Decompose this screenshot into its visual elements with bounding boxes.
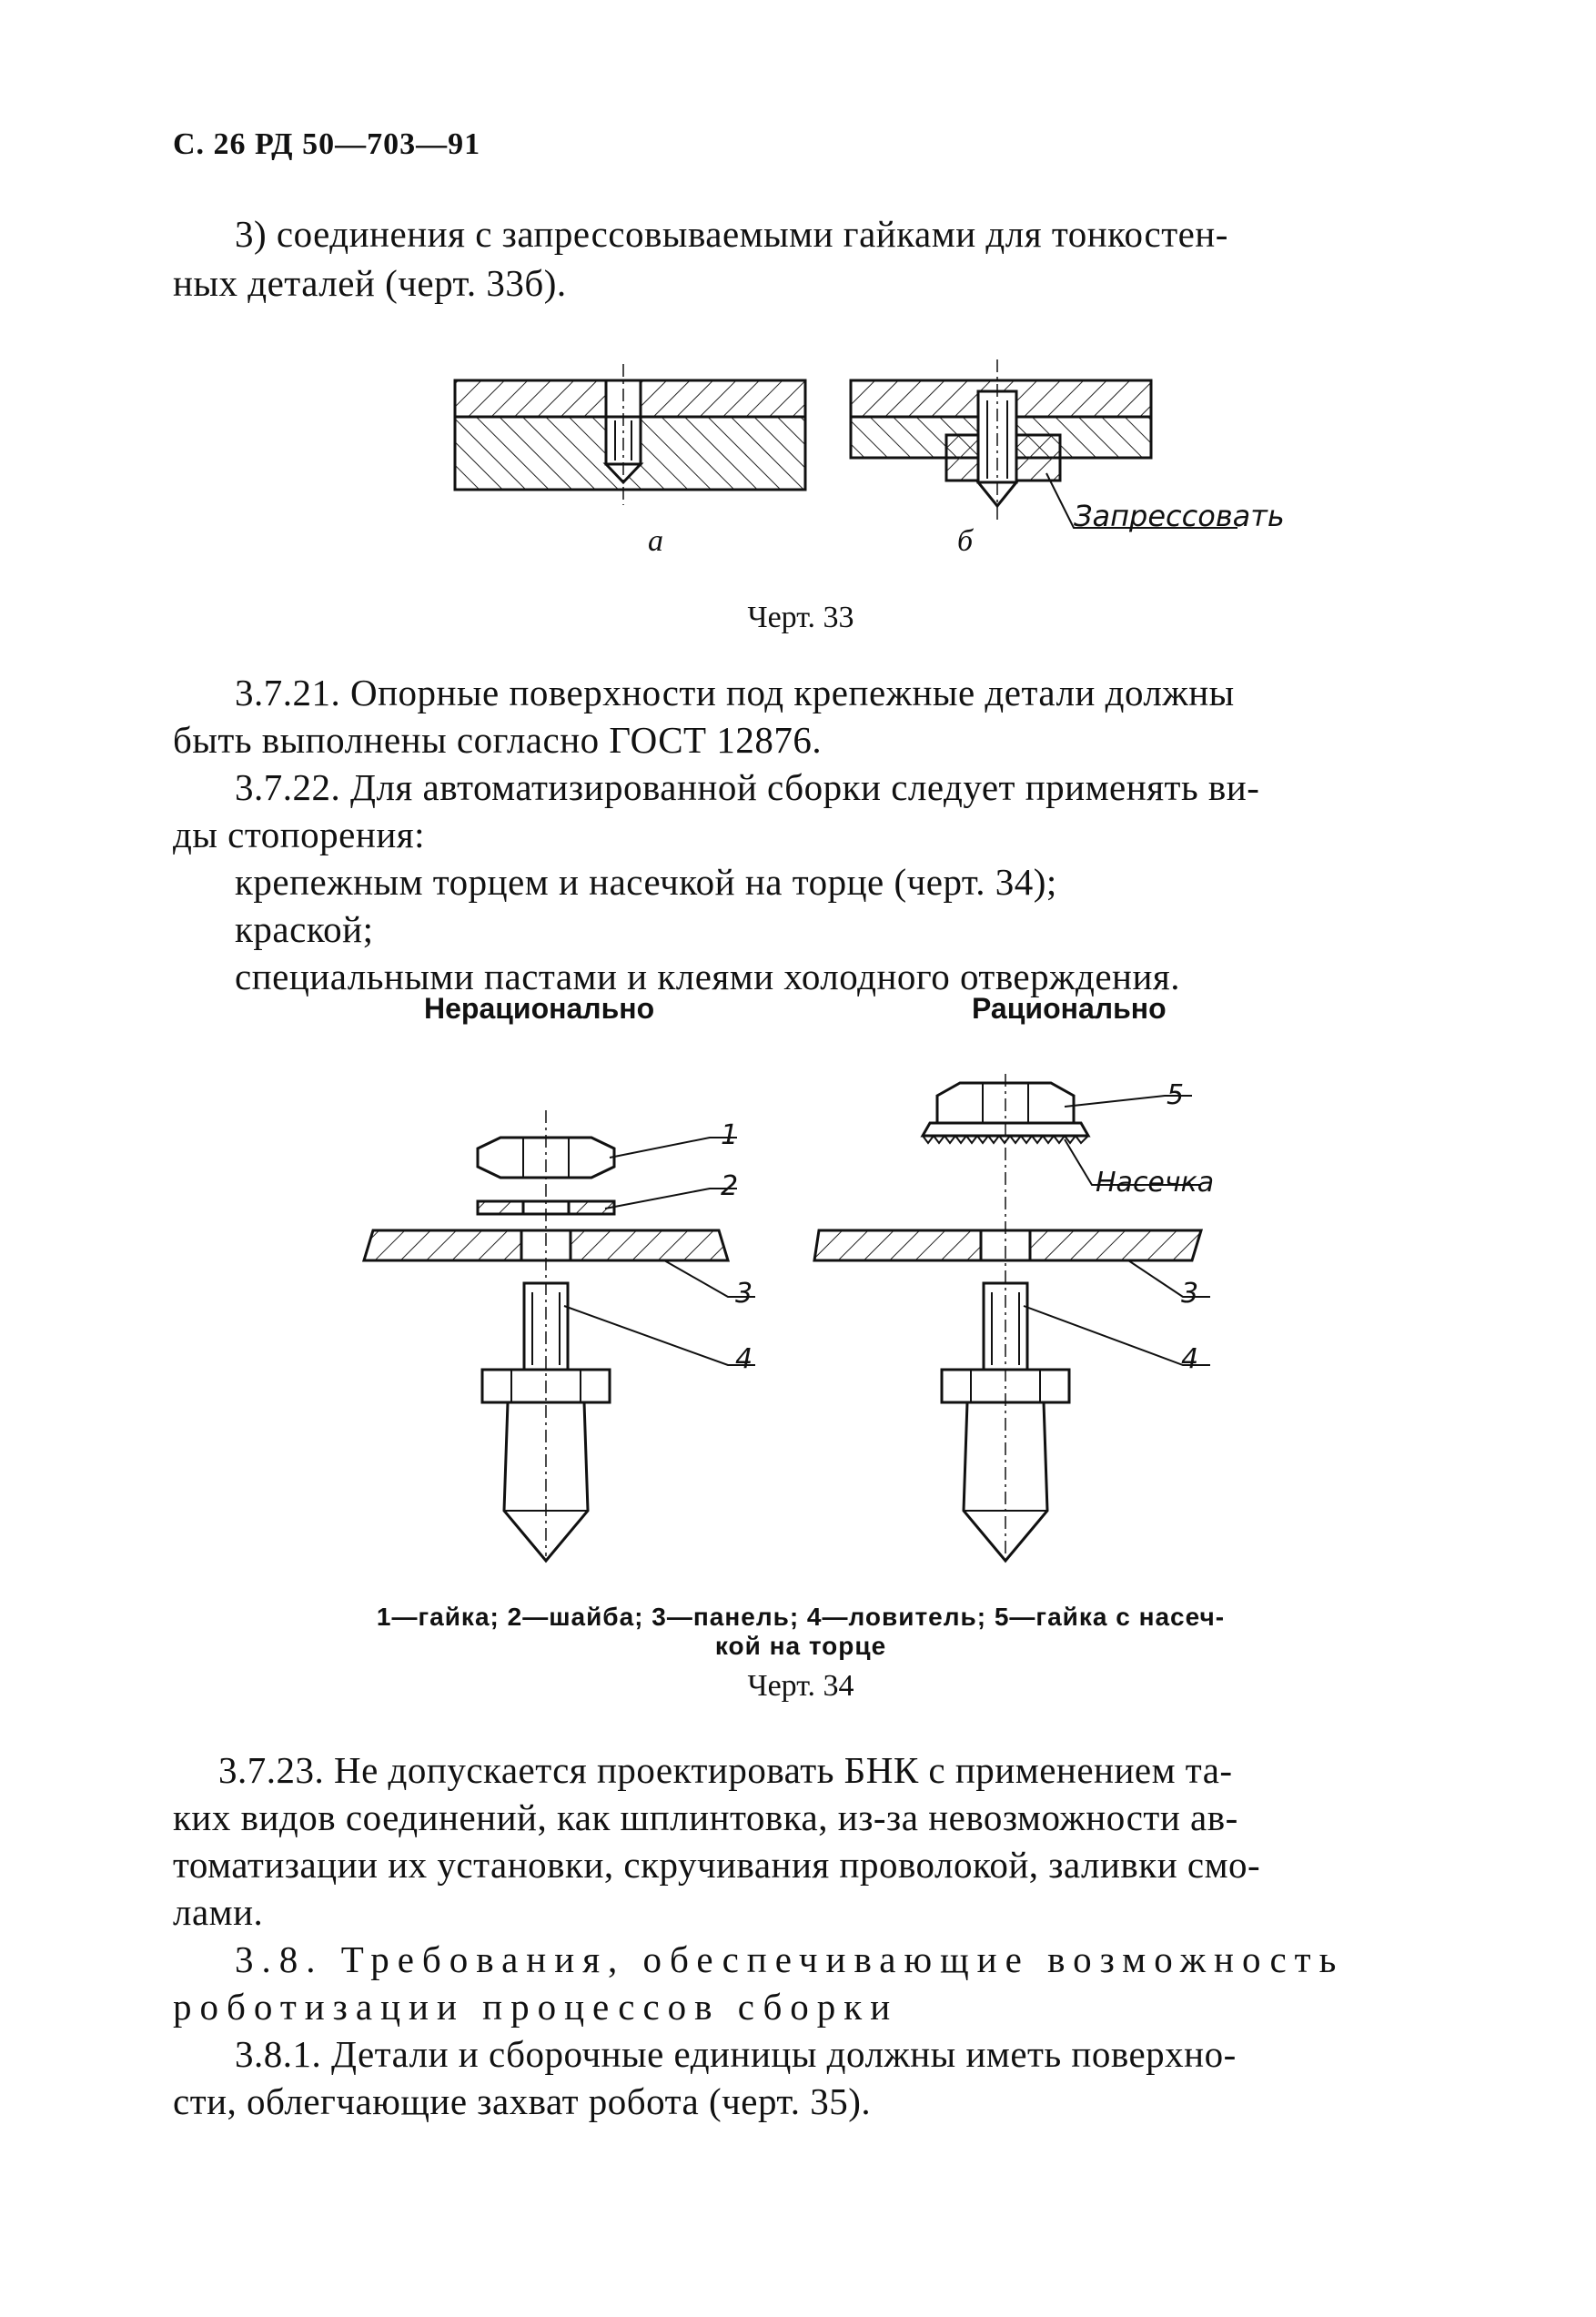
- figure-34-caption: Черт. 34: [747, 1669, 854, 1703]
- callout-3-left: 3: [735, 1278, 753, 1310]
- paragraph-3-7-23-line2: ких видов соединений, как шплинтовка, из-за невозможности ав-: [173, 1796, 1238, 1838]
- figure-34-drawing: [355, 1074, 1247, 1565]
- callout-1: 1: [721, 1119, 739, 1151]
- paragraph-3-7-23-line1: 3.7.23. Не допускается проектировать БНК с применением та-: [218, 1749, 1233, 1791]
- figure-34-heading-irrational: Нерационально: [424, 992, 655, 1025]
- callout-5: 5: [1167, 1079, 1185, 1111]
- callout-4-right: 4: [1181, 1343, 1199, 1375]
- paragraph-3-7-21-line2: быть выполнены согласно ГОСТ 12876.: [173, 719, 823, 761]
- callout-2: 2: [721, 1170, 739, 1202]
- paragraph-3-7-23-line4: лами.: [173, 1891, 264, 1933]
- figure-33-caption: Черт. 33: [747, 601, 854, 634]
- figure-34-right-assembly: [814, 1074, 1210, 1561]
- paragraph-3-7-21-line1: 3.7.21. Опорные поверхности под крепежные детали должны: [235, 672, 1235, 713]
- notch-label: Насечка: [1096, 1167, 1215, 1199]
- paragraph-3-8-1-line2: сти, облегчающие захват робота (черт. 35).: [173, 2080, 872, 2122]
- paragraph-3-7-23-line3: томатизации их установки, скручивания проволокой, заливки смо-: [173, 1844, 1261, 1886]
- figure-34-legend-line1: 1—гайка; 2—шайба; 3—панель; 4—ловитель; 5—гайка с насеч-: [376, 1603, 1226, 1631]
- figure-33a: [455, 364, 805, 505]
- figure-34-heading-rational: Рационально: [972, 992, 1167, 1025]
- figure-34-legend-line2: кой на торце: [714, 1632, 887, 1660]
- figure-33-drawing: [437, 355, 1256, 573]
- section-3-8-heading-line1: 3.8. Требования, обеспечивающие возможность: [235, 1938, 1345, 1980]
- paragraph-item-3-line2: ных деталей (черт. 33б).: [173, 262, 567, 304]
- figure-33-label-b: б: [957, 524, 974, 558]
- figure-33-label-a: а: [648, 524, 663, 558]
- paragraph-item-3-line1: 3) соединения с запрессовываемыми гайками для тонкостен-: [235, 213, 1228, 255]
- paragraph-3-7-22-line3: крепежным торцем и насечкой на торце (черт. 34);: [235, 861, 1057, 903]
- paragraph-3-7-22-line2: ды стопорения:: [173, 814, 426, 855]
- callout-3-right: 3: [1181, 1278, 1199, 1310]
- section-3-8-heading-line2: роботизации процессов сборки: [173, 1986, 899, 2028]
- paragraph-3-7-22-line4: краской;: [235, 908, 374, 950]
- callout-4-left: 4: [735, 1343, 753, 1375]
- figure-34-left-assembly: [364, 1110, 755, 1561]
- paragraph-3-7-22-line1: 3.7.22. Для автоматизированной сборки следует применять ви-: [235, 766, 1260, 808]
- paragraph-3-8-1-line1: 3.8.1. Детали и сборочные единицы должны иметь поверхно-: [235, 2033, 1237, 2075]
- paragraph-3-7-22-line5: специальными пастами и клеями холодного отверждения.: [235, 956, 1181, 997]
- page-header: С. 26 РД 50—703—91: [173, 127, 481, 161]
- figure-33-annotation: Запрессовать: [1074, 499, 1285, 533]
